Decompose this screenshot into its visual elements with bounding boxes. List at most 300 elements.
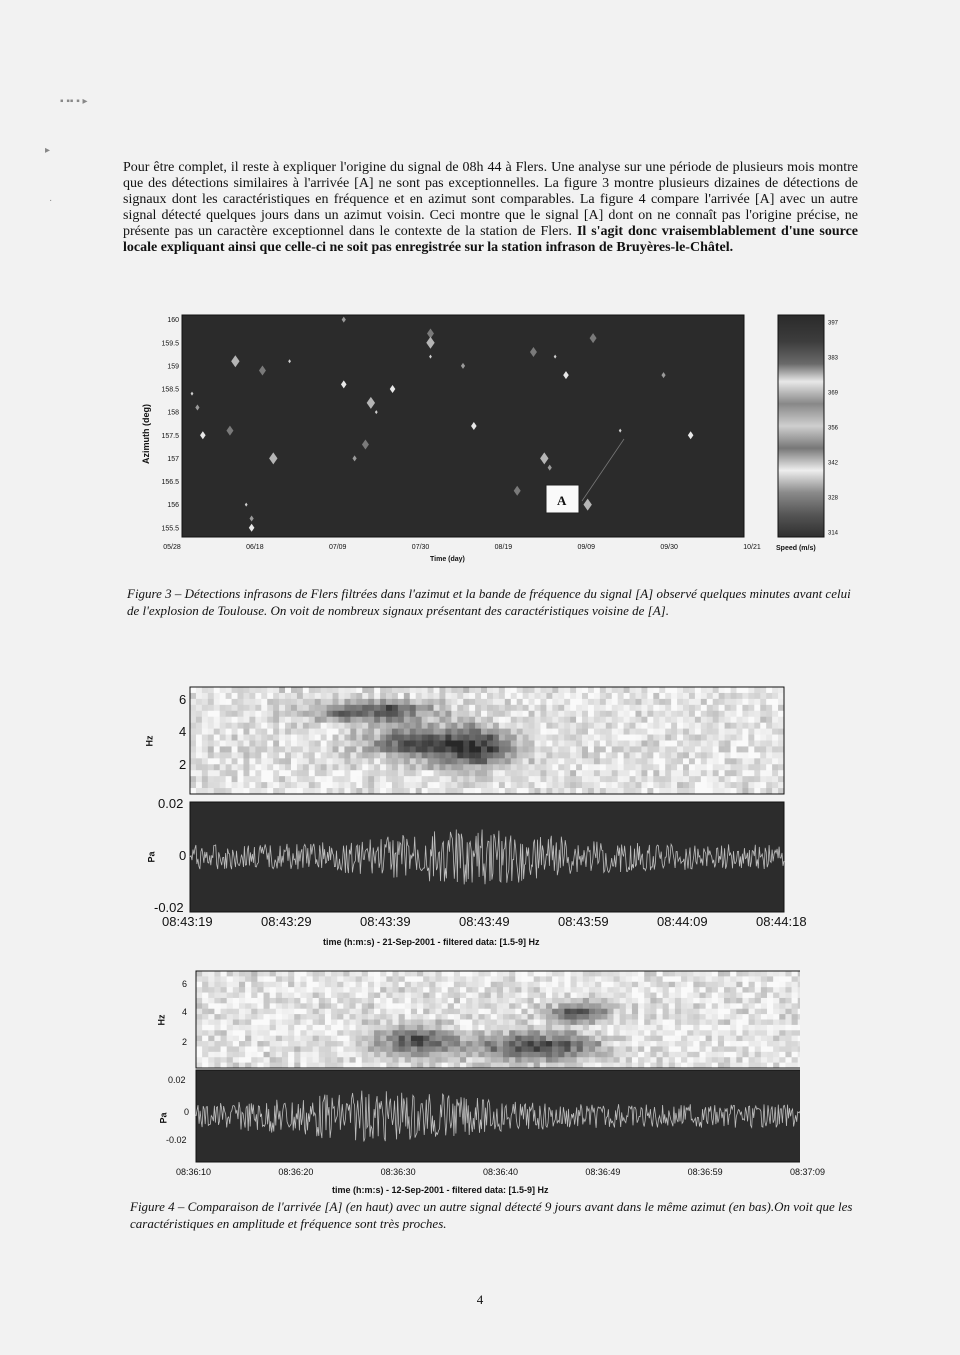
spectrogram-cell [511, 776, 517, 782]
spectrogram-cell [249, 782, 255, 788]
spectrogram-cell [712, 987, 718, 993]
spectrogram-cell [481, 687, 487, 693]
spectrogram-cell [399, 993, 405, 999]
spectrogram-cell [362, 729, 368, 735]
spectrogram-cell [497, 1030, 503, 1036]
spectrogram-cell [249, 770, 255, 776]
spectrogram-cell [460, 976, 466, 982]
spectrogram-cell [778, 687, 784, 693]
spectrogram-cell [742, 764, 748, 770]
spectrogram-cell [730, 987, 736, 993]
spectrogram-cell [577, 1025, 583, 1031]
spectrogram-cell [552, 717, 558, 723]
spectrogram-cell [577, 971, 583, 977]
spectrogram-cell [442, 1036, 448, 1042]
spectrogram-cell [307, 976, 313, 982]
spectrogram-cell [422, 705, 428, 711]
spectrogram-cell [677, 699, 683, 705]
spectrogram-cell [657, 1025, 663, 1031]
spectrogram-cell [601, 1003, 607, 1009]
spectrogram-cell [422, 723, 428, 729]
spectrogram-cell [607, 971, 613, 977]
x-tick-label: 08/19 [494, 544, 513, 551]
spectrogram-cell [356, 987, 362, 993]
spectrogram-cell [589, 1046, 595, 1052]
spectrogram-cell [614, 1063, 620, 1069]
spectrogram-cell [588, 758, 594, 764]
spectrogram-cell [319, 1057, 325, 1063]
spectrogram-cell [540, 693, 546, 699]
spectrogram-cell [481, 711, 487, 717]
spectrogram-cell [315, 729, 321, 735]
spectrogram-cell [718, 976, 724, 982]
spectrogram-cell [671, 693, 677, 699]
spectrogram-cell [570, 764, 576, 770]
spectrogram-cell [399, 982, 405, 988]
spectrogram-cell [423, 1046, 429, 1052]
spectrogram-cell [214, 788, 220, 794]
spectrogram-cell [279, 687, 285, 693]
spectrogram-cell [736, 971, 742, 977]
spectrogram-cell [546, 729, 552, 735]
spectrogram-cell [451, 770, 457, 776]
spectrogram-cell [632, 971, 638, 977]
spectrogram-cell [695, 723, 701, 729]
spectrogram-cell [600, 782, 606, 788]
spectrogram-cell [778, 776, 784, 782]
spectrogram-cell [356, 1014, 362, 1020]
spectrogram-cell [515, 1009, 521, 1015]
spectrogram-cell [505, 758, 511, 764]
spectrogram-cell [493, 723, 499, 729]
spectrogram-cell [202, 752, 208, 758]
spectrogram-cell [638, 1046, 644, 1052]
spectrogram-cell [493, 729, 499, 735]
spectrogram-cell [724, 998, 730, 1004]
spectrogram-cell [190, 705, 196, 711]
spectrogram-cell [675, 1063, 681, 1069]
spectrogram-cell [558, 788, 564, 794]
spectrogram-cell [343, 1063, 349, 1069]
spectrogram-cell [699, 1041, 705, 1047]
spectrogram-cell [552, 735, 558, 741]
spectrogram-cell [503, 1025, 509, 1031]
spectrogram-cell [288, 1052, 294, 1058]
y-axis-ticks [161, 317, 179, 532]
spectrogram-cell [683, 788, 689, 794]
spectrogram-cell [659, 764, 665, 770]
spectrogram-cell [583, 1030, 589, 1036]
spectrogram-cell [442, 976, 448, 982]
spectrogram-cell [374, 1041, 380, 1047]
spectrogram-cell [221, 971, 227, 977]
spectrogram-cell [368, 776, 374, 782]
spectrogram-cell [460, 971, 466, 977]
spectrogram-cell [564, 1003, 570, 1009]
spectrogram-cell [583, 1036, 589, 1042]
spectrogram-cell [644, 1030, 650, 1036]
spectrogram-cell [675, 1014, 681, 1020]
spectrogram-cell [294, 1014, 300, 1020]
spectrogram-cell [552, 770, 558, 776]
spectrogram-cell [773, 987, 779, 993]
spectrogram-cell [410, 764, 416, 770]
spectrogram-cell [368, 1003, 374, 1009]
spectrogram-cell [239, 1025, 245, 1031]
spectrogram-cell [374, 776, 380, 782]
spectrogram-cell [529, 717, 535, 723]
spectrogram-cell [350, 998, 356, 1004]
spectrogram-cell [333, 705, 339, 711]
spectrogram-cell [706, 1003, 712, 1009]
spectrogram-cell [798, 1025, 800, 1031]
time-tick-label: 08:36:10 [176, 1167, 212, 1177]
spectrogram-cell [315, 705, 321, 711]
spectrogram-cell [350, 776, 356, 782]
spectrogram-cell [576, 711, 582, 717]
spectrogram-cell [742, 693, 748, 699]
spectrogram-cell [356, 758, 362, 764]
spectrogram-cell [270, 1025, 276, 1031]
spectrogram-cell [423, 971, 429, 977]
spectrogram-cell [675, 1009, 681, 1015]
spectrogram-cell [448, 1057, 454, 1063]
spectrogram-cell [350, 1025, 356, 1031]
spectrogram-cell [493, 758, 499, 764]
spectrogram-cell [607, 987, 613, 993]
azimuth-scatter-plot [140, 312, 860, 572]
spectrogram-cell [429, 1046, 435, 1052]
spectrogram-cell [742, 723, 748, 729]
spectrogram-cell [659, 711, 665, 717]
spectrogram-cell [663, 987, 669, 993]
spectrogram-cell [327, 776, 333, 782]
spectrogram-cell [528, 1036, 534, 1042]
spectrogram-cell [491, 1025, 497, 1031]
spectrogram-cell [650, 1020, 656, 1026]
spectrogram-cell [196, 1041, 202, 1047]
spectrogram-cell [644, 1041, 650, 1047]
spectrogram-cell [725, 758, 731, 764]
spectrogram-cell [472, 1046, 478, 1052]
spectrogram-cell [380, 764, 386, 770]
spectrogram-cell [731, 687, 737, 693]
spectrogram-cell [505, 770, 511, 776]
spectrogram-cell [571, 1014, 577, 1020]
spectrogram-cell [595, 1003, 601, 1009]
spectrogram-cell [313, 998, 319, 1004]
spectrogram-cell [509, 976, 515, 982]
spectrogram-cell [606, 717, 612, 723]
spectrogram-cell [392, 741, 398, 747]
spectrogram-cell [374, 723, 380, 729]
spectrogram-cell [614, 1057, 620, 1063]
spectrogram-cell [416, 770, 422, 776]
spectrogram-cell [362, 1020, 368, 1026]
spectrogram-cell [785, 993, 791, 999]
spectrogram-cell [552, 693, 558, 699]
spectrogram-cell [380, 971, 386, 977]
spectrogram-cell [319, 1014, 325, 1020]
spectrogram-cell [454, 982, 460, 988]
spectrogram-cell [221, 1036, 227, 1042]
spectrogram-cell [515, 987, 521, 993]
spectrogram-cell [208, 1030, 214, 1036]
spectrogram-cell [491, 1046, 497, 1052]
spectrogram-cell [227, 1020, 233, 1026]
spectrogram-cell [644, 982, 650, 988]
spectrogram-cell [435, 971, 441, 977]
spectrogram-cell [475, 729, 481, 735]
spectrogram-cell [214, 982, 220, 988]
spectrogram-cell [267, 788, 273, 794]
spectrogram-cell [663, 1057, 669, 1063]
spectrogram-cell [624, 687, 630, 693]
spectrogram-cell [435, 1057, 441, 1063]
spectrogram-cell [294, 1020, 300, 1026]
spectrogram-cell [736, 1009, 742, 1015]
spectrogram-cell [699, 1057, 705, 1063]
spectrogram-cell [534, 993, 540, 999]
spectrogram-cell [546, 770, 552, 776]
spectrogram-cell [404, 788, 410, 794]
spectrogram-cell [300, 993, 306, 999]
spectrogram-cell [307, 993, 313, 999]
spectrogram-cell [521, 971, 527, 977]
spectrogram-cell [339, 723, 345, 729]
spectrogram-cell [404, 735, 410, 741]
spectrogram-cell [291, 711, 297, 717]
spectrogram-cell [208, 699, 214, 705]
spectrogram-cell [327, 735, 333, 741]
spectrogram-cell [428, 741, 434, 747]
spectrogram-cell [374, 711, 380, 717]
spectrogram-cell [451, 758, 457, 764]
spectrogram-cell [638, 1025, 644, 1031]
spectrogram-cell [718, 987, 724, 993]
spectrogram-cell [595, 1020, 601, 1026]
spectrogram-cell [755, 976, 761, 982]
spectrogram-cell [761, 1025, 767, 1031]
spectrogram-cell [523, 693, 529, 699]
spectrogram-cell [422, 746, 428, 752]
spectrogram-cell [208, 705, 214, 711]
spectrogram-cell [321, 705, 327, 711]
spectrogram-cell [404, 764, 410, 770]
spectrogram-cell [315, 723, 321, 729]
spectrogram-cell [422, 770, 428, 776]
spectrogram-cell [798, 1009, 800, 1015]
spectrogram-cell [208, 717, 214, 723]
spectrogram-cell [221, 1063, 227, 1069]
spectrogram-cell [552, 1046, 558, 1052]
spectrogram-cell [766, 735, 772, 741]
spectrogram-cell [190, 770, 196, 776]
spectrogram-cell [503, 1036, 509, 1042]
spectrogram-cell [509, 1052, 515, 1058]
spectrogram-cell [607, 1020, 613, 1026]
spectrogram-cell [487, 729, 493, 735]
spectrogram-cell [303, 729, 309, 735]
spectrogram-cell [245, 1041, 251, 1047]
spectrogram-cell [270, 982, 276, 988]
spectrogram-cell [564, 687, 570, 693]
spectrogram-cell [285, 735, 291, 741]
spectrogram-cell [208, 993, 214, 999]
spectrogram-cell [632, 1025, 638, 1031]
spectrogram-cell [614, 1003, 620, 1009]
spectrogram-cell [221, 1041, 227, 1047]
spectrogram-cell [772, 699, 778, 705]
spectrogram-cell [606, 723, 612, 729]
spectrogram-cell [239, 1063, 245, 1069]
spectrogram-cell [663, 1036, 669, 1042]
spectrogram-cell [208, 723, 214, 729]
spectrogram-cell [773, 993, 779, 999]
spectrogram-cell [457, 764, 463, 770]
spectrogram-cell [220, 770, 226, 776]
spectrogram-cell [693, 1036, 699, 1042]
spectrogram-cell [644, 998, 650, 1004]
spectrogram-cell [529, 782, 535, 788]
spectrogram-cell [792, 1003, 798, 1009]
time-tick-label: 08:36:49 [585, 1167, 621, 1177]
spectrogram-cell [614, 1020, 620, 1026]
spectrogram-cell [534, 998, 540, 1004]
spectrogram-cell [612, 717, 618, 723]
spectrogram-cell [221, 1057, 227, 1063]
spectrogram-cell [307, 1057, 313, 1063]
spectrogram-cell [607, 1046, 613, 1052]
spectrogram-cell [636, 776, 642, 782]
spectrogram-cell [681, 971, 687, 977]
spectrogram-cell [614, 1052, 620, 1058]
spectrogram-cell [282, 976, 288, 982]
spectrogram-cell [261, 699, 267, 705]
y-tick-label: 157.5 [161, 432, 179, 440]
spectrogram-cell [778, 741, 784, 747]
spectrogram-cell [221, 1014, 227, 1020]
spectrogram-cell [755, 1020, 761, 1026]
spectrogram-cell [647, 746, 653, 752]
spectrogram-cell [564, 982, 570, 988]
spectrogram-cell [540, 699, 546, 705]
spectrogram-cell [374, 764, 380, 770]
spectrogram-cell [509, 1046, 515, 1052]
spectrogram-cell [636, 729, 642, 735]
spectrogram-cell [238, 788, 244, 794]
spectrogram-cell [350, 1057, 356, 1063]
spectrogram-cell [221, 976, 227, 982]
spectrogram-cell [350, 788, 356, 794]
spectrogram-cell [695, 693, 701, 699]
spectrogram-cell [653, 687, 659, 693]
spectrogram-cell [451, 717, 457, 723]
spectrogram-cell [196, 711, 202, 717]
spectrogram-cell [386, 770, 392, 776]
spectrogram-cell [778, 788, 784, 794]
spectrogram-cell [245, 1014, 251, 1020]
spectrogram-cell [255, 705, 261, 711]
spectrogram-cell [583, 1009, 589, 1015]
spectrogram-cell [445, 693, 451, 699]
spectrogram-cell [748, 717, 754, 723]
spectrogram-cell [350, 971, 356, 977]
spectrogram-cell [466, 1046, 472, 1052]
spectrogram-cell [626, 982, 632, 988]
spectrogram-cell [636, 717, 642, 723]
spectrogram-cell [255, 746, 261, 752]
spectrogram-cell [535, 764, 541, 770]
spectrogram-cell [681, 976, 687, 982]
spectrogram-cell [315, 782, 321, 788]
spectrogram-cell [475, 782, 481, 788]
spectrogram-cell [405, 1003, 411, 1009]
spectrogram-cell [626, 1041, 632, 1047]
spectrogram-cell [362, 1041, 368, 1047]
spectrogram-cell [595, 1009, 601, 1015]
spectrogram-cell [535, 758, 541, 764]
spectrogram-cell [505, 752, 511, 758]
spectrogram-cell [675, 998, 681, 1004]
spectrogram-cell [528, 1014, 534, 1020]
spectrogram-cell [313, 987, 319, 993]
spectrogram-cell [653, 758, 659, 764]
spectrogram-cell [736, 1052, 742, 1058]
spectrogram-cell [582, 711, 588, 717]
spectrogram-cell [386, 1063, 392, 1069]
spectrogram-cell [493, 711, 499, 717]
spectrogram-cell [503, 1009, 509, 1015]
spectrogram-cell [475, 717, 481, 723]
spectrogram-cell [583, 971, 589, 977]
spectrogram-cell [785, 1009, 791, 1015]
spectrogram-cell [434, 729, 440, 735]
spectrogram-cell [288, 1041, 294, 1047]
spectrogram-cell [319, 993, 325, 999]
spectrogram-cell [350, 1063, 356, 1069]
spectrogram-cell [411, 1025, 417, 1031]
spectrogram-cell [663, 1030, 669, 1036]
spectrogram-cell [319, 1046, 325, 1052]
spectrogram-cell [208, 711, 214, 717]
spectrogram-cell [583, 1003, 589, 1009]
spectrogram-cell [632, 1020, 638, 1026]
spectrogram-cell [600, 741, 606, 747]
spectrogram-cell [636, 735, 642, 741]
spectrogram-cell [509, 1009, 515, 1015]
spectrogram-cell [386, 993, 392, 999]
spectrogram-cell [736, 1063, 742, 1069]
spectrogram-cell [350, 1030, 356, 1036]
spectrogram-cell [472, 993, 478, 999]
spectrogram-cell [196, 687, 202, 693]
spectrogram-cell [386, 735, 392, 741]
spectrogram-cell [416, 735, 422, 741]
spectrogram-cell [478, 1025, 484, 1031]
spectrogram-cell [303, 741, 309, 747]
spectrogram-cell [331, 1030, 337, 1036]
spectrogram-cell [687, 987, 693, 993]
spectrogram-cell [503, 987, 509, 993]
spectrogram-cell [535, 711, 541, 717]
spectrogram-cell [511, 758, 517, 764]
spectrogram-cell [588, 687, 594, 693]
spectrogram-cell [693, 982, 699, 988]
spectrogram-cell [331, 1041, 337, 1047]
spectrogram-cell [701, 764, 707, 770]
spectrogram-cell [343, 987, 349, 993]
